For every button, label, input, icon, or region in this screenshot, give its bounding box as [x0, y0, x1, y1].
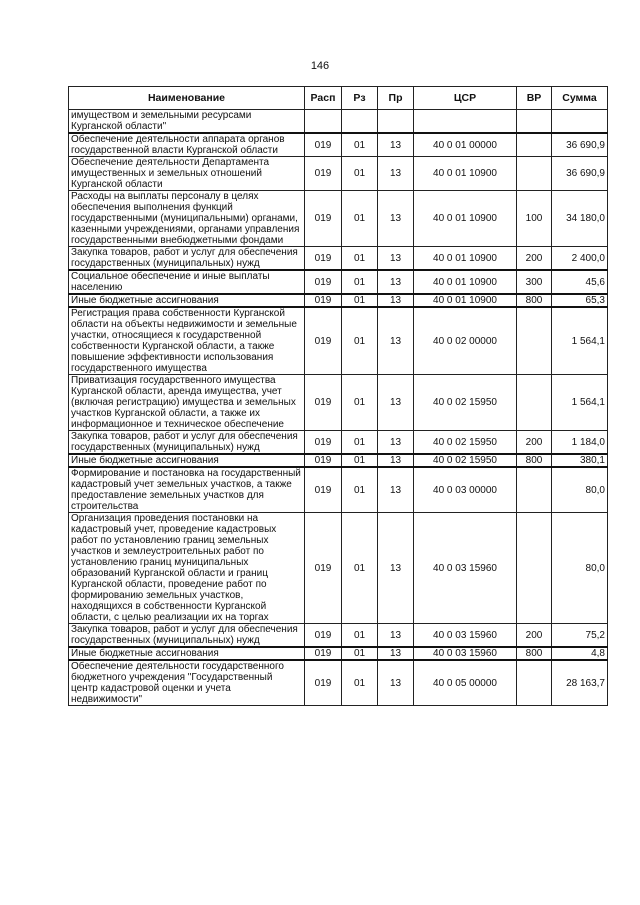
row-rz: 01 — [342, 133, 378, 157]
table-row — [69, 454, 608, 467]
row-rz: 01 — [342, 270, 378, 294]
header-sum: Сумма — [552, 87, 608, 110]
table-row — [69, 431, 608, 455]
table-row — [69, 294, 608, 307]
row-sum: 28 163,7 — [552, 660, 608, 706]
row-pr: 13 — [378, 431, 414, 455]
row-csr: 40 0 01 10900 — [414, 294, 517, 307]
row-name: Приватизация государственного имущества Курганской области, аренда имущества, учет (включая регистрацию) имущества и земельных участков Курганской области, а также их информационное и техническое обеспечение — [69, 375, 305, 431]
row-name: Обеспечение деятельности аппарата органов государственной власти Курганской области — [69, 133, 305, 157]
row-sum — [552, 110, 608, 134]
row-rz: 01 — [342, 513, 378, 624]
row-name: Закупка товаров, работ и услуг для обеспечения государственных (муниципальных) нужд — [69, 624, 305, 648]
row-rz: 01 — [342, 431, 378, 455]
row-name: Обеспечение деятельности государственного бюджетного учреждения "Государственный центр кадастровой оценки и учета недвижимости" — [69, 660, 305, 706]
row-vr — [517, 375, 552, 431]
row-vr: 200 — [517, 624, 552, 648]
row-vr — [517, 157, 552, 191]
row-vr: 800 — [517, 647, 552, 660]
row-csr: 40 0 01 10900 — [414, 247, 517, 271]
row-name: Формирование и постановка на государственный кадастровый учет земельных участков, а также предоставление земельных участков для строительства — [69, 467, 305, 513]
row-rasp: 019 — [305, 513, 342, 624]
table-row — [69, 110, 608, 134]
row-pr: 13 — [378, 647, 414, 660]
row-sum: 1 564,1 — [552, 307, 608, 375]
row-pr: 13 — [378, 375, 414, 431]
row-sum: 36 690,9 — [552, 133, 608, 157]
row-pr: 13 — [378, 294, 414, 307]
table-row — [69, 647, 608, 660]
table-row — [69, 133, 608, 157]
row-vr — [517, 513, 552, 624]
row-csr: 40 0 03 15960 — [414, 624, 517, 648]
row-csr: 40 0 03 15960 — [414, 513, 517, 624]
row-rasp: 019 — [305, 270, 342, 294]
table-row — [69, 157, 608, 191]
table-row — [69, 624, 608, 648]
table-header-row — [69, 87, 608, 110]
row-csr: 40 0 01 10900 — [414, 157, 517, 191]
row-rasp: 019 — [305, 431, 342, 455]
row-csr: 40 0 01 10900 — [414, 270, 517, 294]
row-pr: 13 — [378, 157, 414, 191]
row-rasp — [305, 110, 342, 134]
row-rasp: 019 — [305, 454, 342, 467]
row-csr — [414, 110, 517, 134]
header-vr: ВР — [517, 87, 552, 110]
row-csr: 40 0 05 00000 — [414, 660, 517, 706]
row-csr: 40 0 02 15950 — [414, 454, 517, 467]
row-rz: 01 — [342, 157, 378, 191]
header-name: Наименование — [69, 87, 305, 110]
row-pr — [378, 110, 414, 134]
row-name: Организация проведения постановки на кадастровый учет, проведение кадастровых работ по установлению границ земельных участков и землеустроительных работ по установлению границ муниципальных образований Курганской области и границ Курганской области, проведение работ по формированию земельных участков, находящихся в собственности Курганской области, с целью реализации их на торгах — [69, 513, 305, 624]
row-rz: 01 — [342, 660, 378, 706]
row-name: Закупка товаров, работ и услуг для обеспечения государственных (муниципальных) нужд — [69, 247, 305, 271]
table-row — [69, 375, 608, 431]
header-pr: Пр — [378, 87, 414, 110]
row-name: Социальное обеспечение и иные выплаты населению — [69, 270, 305, 294]
row-sum: 1 564,1 — [552, 375, 608, 431]
row-pr: 13 — [378, 660, 414, 706]
row-name: Иные бюджетные ассигнования — [69, 647, 305, 660]
header-csr: ЦСР — [414, 87, 517, 110]
table-row — [69, 247, 608, 271]
row-vr — [517, 660, 552, 706]
row-pr: 13 — [378, 133, 414, 157]
row-rasp: 019 — [305, 191, 342, 247]
row-pr: 13 — [378, 191, 414, 247]
row-name: имуществом и земельными ресурсами Курганской области" — [69, 110, 305, 134]
row-csr: 40 0 02 00000 — [414, 307, 517, 375]
row-pr: 13 — [378, 307, 414, 375]
row-sum: 65,3 — [552, 294, 608, 307]
table-row — [69, 513, 608, 624]
row-rasp: 019 — [305, 375, 342, 431]
row-csr: 40 0 03 15960 — [414, 647, 517, 660]
row-rz: 01 — [342, 294, 378, 307]
table-row — [69, 467, 608, 513]
table-row — [69, 191, 608, 247]
row-rz: 01 — [342, 647, 378, 660]
row-rasp: 019 — [305, 307, 342, 375]
row-vr: 300 — [517, 270, 552, 294]
row-sum: 45,6 — [552, 270, 608, 294]
row-pr: 13 — [378, 624, 414, 648]
row-vr — [517, 133, 552, 157]
row-rasp: 019 — [305, 467, 342, 513]
row-sum: 2 400,0 — [552, 247, 608, 271]
row-rz: 01 — [342, 247, 378, 271]
row-csr: 40 0 03 00000 — [414, 467, 517, 513]
budget-table — [68, 86, 608, 706]
row-rz: 01 — [342, 454, 378, 467]
row-rasp: 019 — [305, 133, 342, 157]
row-rz: 01 — [342, 467, 378, 513]
table-row — [69, 660, 608, 706]
row-vr: 800 — [517, 294, 552, 307]
row-name: Обеспечение деятельности Департамента имущественных и земельных отношений Курганской области — [69, 157, 305, 191]
row-sum: 380,1 — [552, 454, 608, 467]
row-pr: 13 — [378, 247, 414, 271]
row-rasp: 019 — [305, 157, 342, 191]
row-name: Закупка товаров, работ и услуг для обеспечения государственных (муниципальных) нужд — [69, 431, 305, 455]
row-sum: 34 180,0 — [552, 191, 608, 247]
row-vr: 800 — [517, 454, 552, 467]
row-csr: 40 0 01 00000 — [414, 133, 517, 157]
row-rasp: 019 — [305, 247, 342, 271]
row-rz: 01 — [342, 191, 378, 247]
table-row — [69, 307, 608, 375]
row-sum: 75,2 — [552, 624, 608, 648]
row-pr: 13 — [378, 270, 414, 294]
row-name: Регистрация права собственности Курганской области на объекты недвижимости и земельные участки, относящиеся к государственной собственности Курганской области, а также повышение эффективности использования государственного имущества — [69, 307, 305, 375]
row-sum: 4,8 — [552, 647, 608, 660]
row-rz: 01 — [342, 307, 378, 375]
row-csr: 40 0 01 10900 — [414, 191, 517, 247]
row-vr: 200 — [517, 247, 552, 271]
header-rz: Рз — [342, 87, 378, 110]
row-rasp: 019 — [305, 660, 342, 706]
page-number: 146 — [310, 60, 330, 72]
table-row — [69, 270, 608, 294]
row-rasp: 019 — [305, 647, 342, 660]
row-sum: 80,0 — [552, 513, 608, 624]
row-rz: 01 — [342, 624, 378, 648]
row-vr — [517, 110, 552, 134]
row-name: Расходы на выплаты персоналу в целях обеспечения выполнения функций государственными (муниципальными) органами, казенными учреждениями, органами управления государственными внебюджетными фондами — [69, 191, 305, 247]
row-sum: 1 184,0 — [552, 431, 608, 455]
row-pr: 13 — [378, 513, 414, 624]
row-name: Иные бюджетные ассигнования — [69, 294, 305, 307]
header-rasp: Расп — [305, 87, 342, 110]
row-sum: 36 690,9 — [552, 157, 608, 191]
row-rz: 01 — [342, 375, 378, 431]
row-rasp: 019 — [305, 624, 342, 648]
row-csr: 40 0 02 15950 — [414, 375, 517, 431]
row-rz — [342, 110, 378, 134]
row-csr: 40 0 02 15950 — [414, 431, 517, 455]
row-vr — [517, 307, 552, 375]
row-rasp: 019 — [305, 294, 342, 307]
row-vr: 100 — [517, 191, 552, 247]
row-vr — [517, 467, 552, 513]
row-pr: 13 — [378, 467, 414, 513]
row-pr: 13 — [378, 454, 414, 467]
row-name: Иные бюджетные ассигнования — [69, 454, 305, 467]
row-vr: 200 — [517, 431, 552, 455]
row-sum: 80,0 — [552, 467, 608, 513]
